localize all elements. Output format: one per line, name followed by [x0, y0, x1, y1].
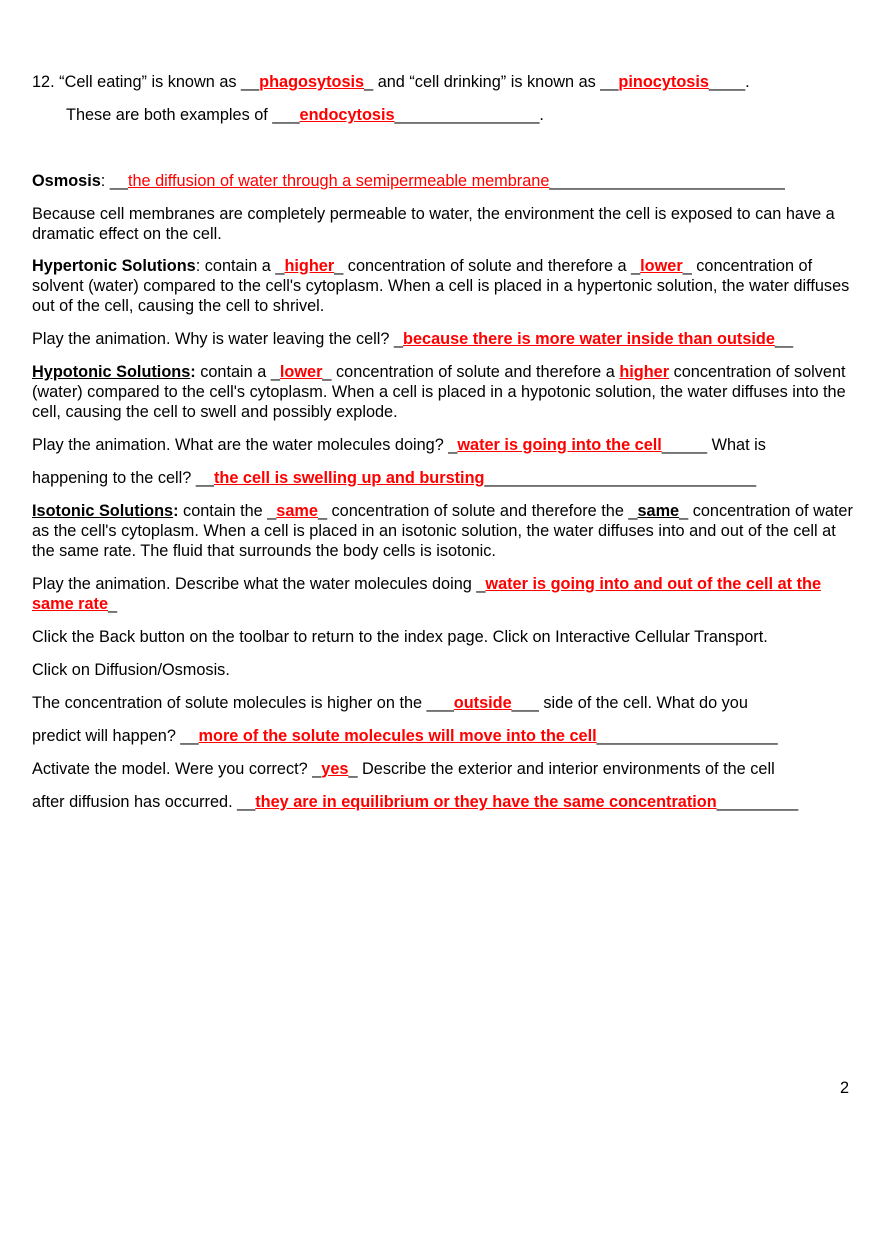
- q12-line2-post: ________________.: [394, 106, 544, 124]
- question-isotonic-molecules: [32, 574, 854, 614]
- answer-outside: outside: [453, 694, 512, 712]
- answer-hypertonic-higher: higher: [284, 257, 335, 275]
- hypertonic-t3: _ concentration of solvent (water) compared to the cell's cytoplasm. When a cell is placed in a hypertonic solution, the water diffuses out of the cell, causing the cell to shrivel.: [32, 257, 850, 315]
- navigation-instruction-2: Click on Diffusion/Osmosis.: [32, 661, 230, 679]
- osmosis-definition: [32, 171, 854, 191]
- q12-line2-pre: These are both examples of ___: [66, 106, 300, 124]
- question-12-line2: [66, 105, 880, 125]
- isotonic-t1: contain the _: [178, 502, 277, 520]
- isotonic-term: Isotonic Solutions: [32, 502, 174, 520]
- answer-phagocytosis: phagosytosis: [259, 73, 365, 91]
- hypertonic-term: Hypertonic Solutions: [32, 257, 196, 275]
- navigation-instruction-1: Click the Back button on the toolbar to return to the index page. Click on Interactive Cellular Transport.: [32, 628, 768, 646]
- intro-paragraph: Because cell membranes are completely permeable to water, the environment the cell is exposed to can have a dramatic effect on the cell.: [32, 205, 835, 243]
- answer-endocytosis: endocytosis: [299, 106, 395, 124]
- osmosis-post: __________________________: [549, 172, 785, 190]
- question-hypotonic-molecules: [32, 435, 854, 455]
- answer-osmosis-definition: the diffusion of water through a semipermeable membrane: [127, 172, 550, 190]
- hypertonic-paragraph: [32, 256, 854, 316]
- isotonic-t3: _ concentration of water as the cell's cytoplasm. When a cell is placed in an isotonic solution, the water diffuses into and out of the cell at the same rate. The fluid that surrounds the body cells is isotonic.: [32, 502, 853, 560]
- q-hypo2-pre: happening to the cell? __: [32, 469, 214, 487]
- isotonic-colon: :: [173, 502, 179, 520]
- osmosis-pre: : __: [100, 172, 128, 190]
- q-hyper-pre: Play the animation. Why is water leaving the cell? _: [32, 330, 404, 348]
- question-predict: [32, 726, 854, 746]
- answer-equilibrium: they are in equilibrium or they have the same concentration: [255, 793, 717, 811]
- q12-end: ____.: [708, 73, 750, 91]
- answer-water-leaving: because there is more water inside than outside: [403, 330, 775, 348]
- question-after-diffusion: [32, 792, 854, 812]
- answer-isotonic-same-water: same: [637, 502, 680, 520]
- q-conc-pre: The concentration of solute molecules is higher on the ___: [32, 694, 454, 712]
- q-hypo1-pre: Play the animation. What are the water molecules doing? _: [32, 436, 458, 454]
- hypertonic-t2: _ concentration of solute and therefore a _: [334, 257, 641, 275]
- osmosis-term: Osmosis: [32, 172, 101, 190]
- isotonic-t2: _ concentration of solute and therefore the _: [317, 502, 638, 520]
- answer-water-in-and-out: water is going into and out of the cell at the same rate: [32, 575, 821, 613]
- hypotonic-t2: _ concentration of solute and therefore a: [322, 363, 620, 381]
- answer-pinocytosis: pinocytosis: [618, 73, 709, 91]
- q12-label: 12. “Cell eating” is known as __: [32, 73, 260, 91]
- hypotonic-colon: :: [190, 363, 196, 381]
- hypotonic-paragraph: [32, 362, 854, 422]
- answer-hypertonic-lower: lower: [640, 257, 683, 275]
- q-conc-post: ___ side of the cell. What do you: [511, 694, 748, 712]
- q-hyper-post: __: [774, 330, 794, 348]
- answer-water-into-cell: water is going into the cell: [457, 436, 662, 454]
- answer-prediction: more of the solute molecules will move into the cell: [198, 727, 597, 745]
- q-predict-pre: predict will happen? __: [32, 727, 199, 745]
- q-iso-post: _: [108, 595, 118, 613]
- q-correct-pre: Activate the model. Were you correct? _: [32, 760, 322, 778]
- question-correct: [32, 759, 854, 779]
- q-iso-pre: Play the animation. Describe what the water molecules doing _: [32, 575, 486, 593]
- q-after-post: _________: [716, 793, 799, 811]
- q-hypo2-post: ______________________________: [484, 469, 757, 487]
- hypotonic-term: Hypotonic Solutions: [32, 363, 191, 381]
- question-hypertonic-animation: [32, 329, 854, 349]
- answer-hypotonic-lower: lower: [279, 363, 323, 381]
- q12-mid: _ and “cell drinking” is known as __: [364, 73, 619, 91]
- hypotonic-t3: concentration of solvent (water) compared to the cell's cytoplasm. When a cell is placed in a hypotonic solution, the water diffuses into the cell, causing the cell to swell and possibly explode.: [32, 363, 846, 421]
- question-hypotonic-cell: [32, 468, 854, 488]
- answer-yes: yes: [321, 760, 349, 778]
- q-after-pre: after diffusion has occurred. __: [32, 793, 256, 811]
- answer-hypotonic-higher: higher: [619, 363, 670, 381]
- isotonic-paragraph: [32, 501, 854, 561]
- question-concentration: [32, 693, 854, 713]
- hypertonic-t1: : contain a _: [195, 257, 285, 275]
- answer-cell-swelling: the cell is swelling up and bursting: [213, 469, 485, 487]
- q-hypo1-post: _____ What is: [661, 436, 766, 454]
- q-predict-post: ____________________: [596, 727, 778, 745]
- question-12-line1: [32, 72, 854, 92]
- q-correct-post: _ Describe the exterior and interior environments of the cell: [348, 760, 775, 778]
- hypotonic-t1: contain a _: [195, 363, 280, 381]
- page-number: 2: [839, 1079, 849, 1097]
- answer-isotonic-same-solute: same: [276, 502, 318, 520]
